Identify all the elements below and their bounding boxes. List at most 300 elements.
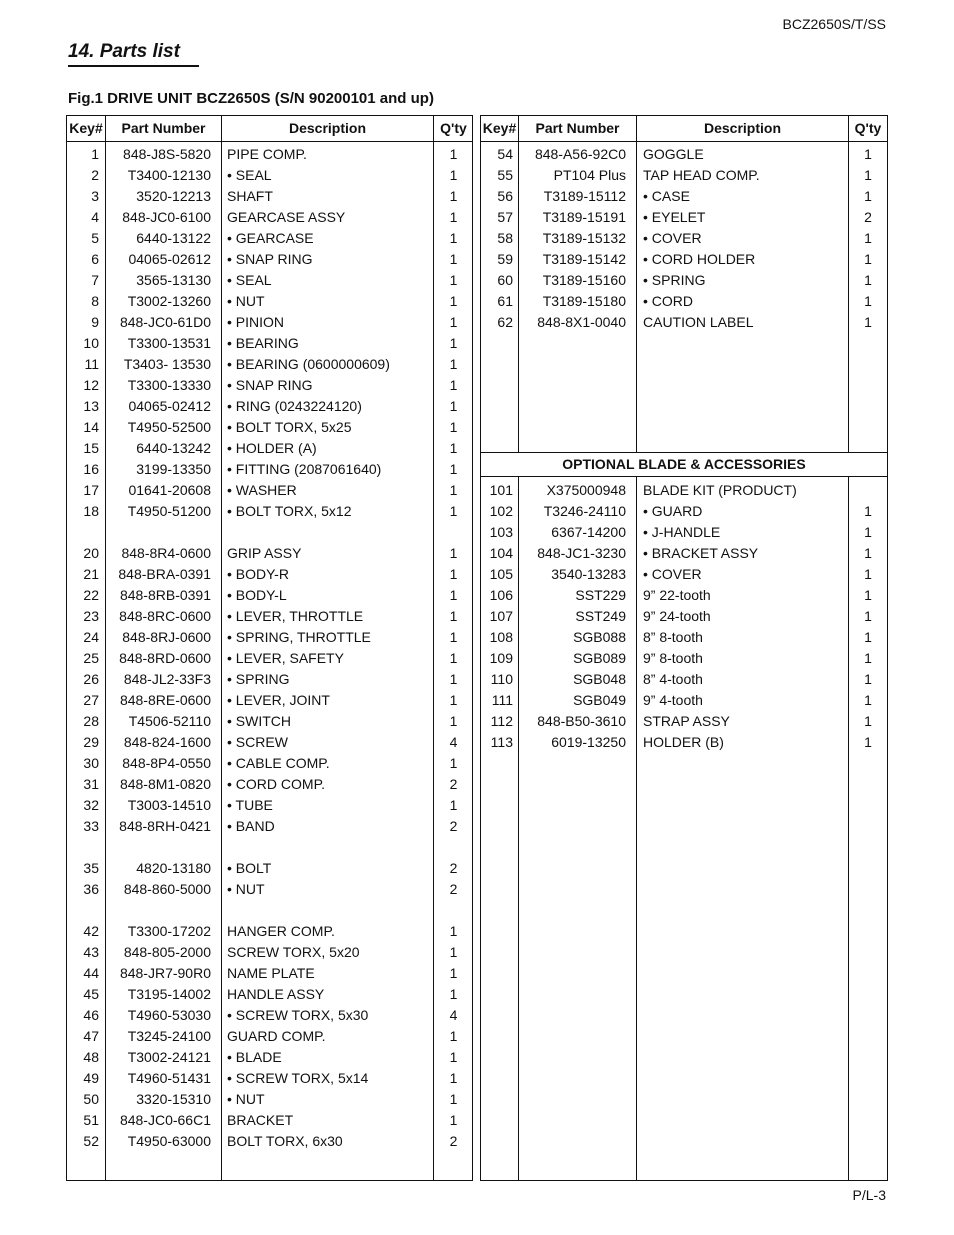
part-number-cell: 848-J8S-5820 <box>123 146 211 162</box>
qty-cell: 1 <box>449 1049 458 1065</box>
key-cell: 5 <box>91 230 99 246</box>
table-row <box>67 606 472 627</box>
key-cell: 105 <box>489 566 513 582</box>
key-cell: 13 <box>83 398 99 414</box>
qty-cell: 1 <box>449 293 458 309</box>
table-row <box>67 459 472 480</box>
qty-cell: 1 <box>864 230 872 246</box>
table-row <box>481 228 887 249</box>
table-row <box>67 669 472 690</box>
part-number-cell: 6440-13122 <box>136 230 211 246</box>
table-row <box>481 564 887 585</box>
description-cell: • SCREW TORX, 5x14 <box>227 1070 369 1086</box>
qty-cell: 1 <box>449 335 458 351</box>
table-row <box>67 900 472 921</box>
key-cell: 21 <box>83 566 99 582</box>
table-row <box>67 1068 472 1089</box>
table-row <box>67 480 472 501</box>
table-row <box>481 627 887 648</box>
part-number-cell: 848-B50-3610 <box>537 713 626 729</box>
key-cell: 15 <box>83 440 99 456</box>
description-cell: • BOLT TORX, 5x12 <box>227 503 352 519</box>
qty-cell: 1 <box>449 545 458 561</box>
key-cell: 46 <box>83 1007 99 1023</box>
table-row <box>67 186 472 207</box>
qty-cell: 1 <box>449 419 458 435</box>
description-cell: • CORD COMP. <box>227 776 325 792</box>
part-number-cell: 6440-13242 <box>136 440 211 456</box>
description-cell: BRACKET <box>227 1112 294 1128</box>
part-number-cell: 848-8RB-0391 <box>119 587 211 603</box>
description-cell: SHAFT <box>227 188 273 204</box>
description-cell: • CORD HOLDER <box>643 251 756 267</box>
key-cell: 27 <box>83 692 99 708</box>
part-number-cell: T3300-17202 <box>127 923 211 939</box>
description-cell: • CASE <box>643 188 690 204</box>
key-cell: 104 <box>489 545 513 561</box>
table-row <box>481 606 887 627</box>
header-key: Key# <box>482 120 517 136</box>
key-cell: 26 <box>83 671 99 687</box>
table-row <box>67 144 472 165</box>
part-number-cell: T3002-24121 <box>127 1049 211 1065</box>
part-number-cell: T3003-14510 <box>127 797 211 813</box>
part-number-cell: T4950-51200 <box>127 503 211 519</box>
description-cell: GUARD COMP. <box>227 1028 326 1044</box>
table-row <box>481 144 887 165</box>
description-cell: BOLT TORX, 6x30 <box>227 1133 343 1149</box>
description-cell: 9” 8-tooth <box>643 650 703 666</box>
table-row <box>481 480 887 501</box>
qty-cell: 1 <box>449 713 458 729</box>
qty-cell: 2 <box>449 860 458 876</box>
key-cell: 25 <box>83 650 99 666</box>
part-number-cell: 3199-13350 <box>136 461 211 477</box>
key-cell: 33 <box>83 818 99 834</box>
table-row <box>67 795 472 816</box>
key-cell: 43 <box>83 944 99 960</box>
part-number-cell: T4960-53030 <box>127 1007 211 1023</box>
qty-cell: 2 <box>449 776 458 792</box>
table-row <box>67 312 472 333</box>
part-number-cell: 848-8RH-0421 <box>119 818 211 834</box>
description-cell: • EYELET <box>643 209 706 225</box>
key-cell: 102 <box>489 503 513 519</box>
key-cell: 110 <box>490 671 513 687</box>
table-row <box>67 522 472 543</box>
qty-cell: 1 <box>864 503 872 519</box>
part-number-cell: 848-JC0-6100 <box>122 209 211 225</box>
table-row <box>481 648 887 669</box>
table-row <box>67 270 472 291</box>
description-cell: • BAND <box>227 818 275 834</box>
table-row <box>67 879 472 900</box>
optional-section-title: OPTIONAL BLADE & ACCESSORIES <box>481 452 887 477</box>
key-cell: 12 <box>83 377 99 393</box>
part-number-cell: SST229 <box>575 587 626 603</box>
header-part-number: Part Number <box>121 120 206 136</box>
qty-cell: 1 <box>449 440 458 456</box>
table-row <box>67 816 472 837</box>
table-row <box>67 417 472 438</box>
description-cell: • LEVER, SAFETY <box>227 650 344 666</box>
description-cell: • GUARD <box>643 503 703 519</box>
header-key: Key# <box>69 120 103 136</box>
part-number-cell: 04065-02412 <box>128 398 211 414</box>
table-row <box>67 1131 472 1152</box>
part-number-cell: T4950-63000 <box>127 1133 211 1149</box>
key-cell: 8 <box>91 293 99 309</box>
part-number-cell: 848-8P4-0550 <box>122 755 211 771</box>
part-number-cell: 848-JR7-90R0 <box>119 965 211 981</box>
key-cell: 112 <box>490 713 513 729</box>
header-part-number: Part Number <box>535 120 620 136</box>
figure-title: Fig.1 DRIVE UNIT BCZ2650S (S/N 90200101 and up) <box>68 90 434 107</box>
key-cell: 29 <box>83 734 99 750</box>
model-number: BCZ2650S/T/SS <box>782 16 886 32</box>
qty-cell: 1 <box>449 650 458 666</box>
key-cell: 14 <box>83 419 99 435</box>
table-row <box>67 1047 472 1068</box>
table-row <box>67 627 472 648</box>
part-number-cell: 848-8R4-0600 <box>121 545 211 561</box>
qty-cell: 1 <box>449 356 458 372</box>
qty-cell: 1 <box>449 797 458 813</box>
key-cell: 10 <box>83 335 99 351</box>
key-cell: 30 <box>83 755 99 771</box>
description-cell: SCREW TORX, 5x20 <box>227 944 360 960</box>
key-cell: 2 <box>91 167 99 183</box>
key-cell: 32 <box>83 797 99 813</box>
table-row <box>481 291 887 312</box>
part-number-cell: T3195-14002 <box>127 986 211 1002</box>
part-number-cell: T4506-52110 <box>128 713 211 729</box>
key-cell: 31 <box>83 776 99 792</box>
description-cell: GOGGLE <box>643 146 704 162</box>
key-cell: 111 <box>491 692 513 708</box>
key-cell: 1 <box>91 146 99 162</box>
qty-cell: 1 <box>864 272 872 288</box>
table-row <box>67 858 472 879</box>
description-cell: • CORD <box>643 293 694 309</box>
description-cell: STRAP ASSY <box>643 713 730 729</box>
description-cell: GEARCASE ASSY <box>227 209 346 225</box>
part-number-cell: PT104 Plus <box>553 167 626 183</box>
table-row <box>67 333 472 354</box>
description-cell: PIPE COMP. <box>227 146 307 162</box>
description-cell: • LEVER, JOINT <box>227 692 330 708</box>
qty-cell: 1 <box>449 671 458 687</box>
part-number-cell: 3320-15310 <box>136 1091 211 1107</box>
table-row <box>67 648 472 669</box>
key-cell: 50 <box>83 1091 99 1107</box>
qty-cell: 1 <box>449 1112 458 1128</box>
qty-cell: 1 <box>449 1070 458 1086</box>
description-cell: • COVER <box>643 566 702 582</box>
description-cell: 9” 24-tooth <box>643 608 711 624</box>
part-number-cell: SST249 <box>575 608 626 624</box>
key-cell: 9 <box>91 314 99 330</box>
qty-cell: 1 <box>449 188 458 204</box>
page-number: P/L-3 <box>852 1187 886 1203</box>
qty-cell: 1 <box>864 167 872 183</box>
table-row <box>481 669 887 690</box>
part-number-cell: T3189-15112 <box>543 188 626 204</box>
part-number-cell: 848-824-1600 <box>123 734 211 750</box>
key-cell: 103 <box>489 524 513 540</box>
qty-cell: 1 <box>864 146 872 162</box>
qty-cell: 1 <box>449 167 458 183</box>
qty-cell: 1 <box>449 482 458 498</box>
table-row <box>67 564 472 585</box>
description-cell: • SNAP RING <box>227 251 313 267</box>
qty-cell: 2 <box>449 818 458 834</box>
table-row <box>481 312 887 333</box>
key-cell: 101 <box>489 482 513 498</box>
description-cell: • SCREW <box>227 734 288 750</box>
parts-table-right <box>480 115 888 1181</box>
key-cell: 54 <box>497 146 513 162</box>
table-row <box>67 291 472 312</box>
qty-cell: 4 <box>449 1007 458 1023</box>
key-cell: 59 <box>497 251 513 267</box>
description-cell: • SCREW TORX, 5x30 <box>227 1007 369 1023</box>
description-cell: 9” 4-tooth <box>643 692 703 708</box>
section-title: 14. Parts list <box>68 41 199 67</box>
description-cell: • PINION <box>227 314 285 330</box>
qty-cell: 1 <box>449 398 458 414</box>
key-cell: 52 <box>83 1133 99 1149</box>
key-cell: 17 <box>83 482 99 498</box>
qty-cell: 1 <box>449 986 458 1002</box>
description-cell: • LEVER, THROTTLE <box>227 608 364 624</box>
table-row <box>481 690 887 711</box>
qty-cell: 1 <box>449 923 458 939</box>
part-number-cell: 848-805-2000 <box>123 944 211 960</box>
table-header <box>67 116 472 142</box>
part-number-cell: SGB049 <box>573 692 626 708</box>
description-cell: • BEARING <box>227 335 299 351</box>
part-number-cell: T3245-24100 <box>127 1028 211 1044</box>
table-row <box>67 963 472 984</box>
description-cell: • BODY-L <box>227 587 287 603</box>
description-cell: 8” 8-tooth <box>643 629 703 645</box>
table-row <box>67 165 472 186</box>
qty-cell: 1 <box>864 566 872 582</box>
part-number-cell: T3189-15132 <box>542 230 626 246</box>
description-cell: GRIP ASSY <box>227 545 302 561</box>
table-row <box>481 249 887 270</box>
table-row <box>481 186 887 207</box>
description-cell: • BRACKET ASSY <box>643 545 759 561</box>
key-cell: 16 <box>83 461 99 477</box>
key-cell: 18 <box>83 503 99 519</box>
key-cell: 55 <box>497 167 513 183</box>
key-cell: 48 <box>83 1049 99 1065</box>
description-cell: • BEARING (0600000609) <box>227 356 390 372</box>
qty-cell: 1 <box>864 713 872 729</box>
key-cell: 49 <box>83 1070 99 1086</box>
description-cell: CAUTION LABEL <box>643 314 754 330</box>
part-number-cell: 3520-12213 <box>136 188 211 204</box>
qty-cell: 1 <box>449 503 458 519</box>
table-header <box>481 116 887 142</box>
qty-cell: 1 <box>449 272 458 288</box>
table-row <box>481 207 887 228</box>
description-cell: • RING (0243224120) <box>227 398 362 414</box>
table-row <box>67 690 472 711</box>
part-number-cell: 848-A56-92C0 <box>534 146 626 162</box>
qty-cell: 2 <box>449 1133 458 1149</box>
part-number-cell: 4820-13180 <box>136 860 211 876</box>
part-number-cell: 848-8RE-0600 <box>119 692 211 708</box>
table-row <box>67 354 472 375</box>
qty-cell: 1 <box>864 545 872 561</box>
part-number-cell: T4960-51431 <box>127 1070 211 1086</box>
header-qty: Q'ty <box>440 120 467 136</box>
part-number-cell: T3002-13260 <box>127 293 211 309</box>
key-cell: 47 <box>83 1028 99 1044</box>
description-cell: • FITTING (2087061640) <box>227 461 382 477</box>
table-row <box>67 249 472 270</box>
qty-cell: 2 <box>864 209 872 225</box>
key-cell: 44 <box>83 965 99 981</box>
part-number-cell: SGB089 <box>573 650 626 666</box>
key-cell: 109 <box>489 650 513 666</box>
part-number-cell: SGB048 <box>573 671 626 687</box>
qty-cell: 1 <box>449 209 458 225</box>
part-number-cell: 01641-20608 <box>128 482 211 498</box>
description-cell: 9” 22-tooth <box>643 587 711 603</box>
table-row <box>481 711 887 732</box>
part-number-cell: SGB088 <box>573 629 626 645</box>
table-row <box>481 732 887 753</box>
description-cell: • BOLT TORX, 5x25 <box>227 419 352 435</box>
description-cell: • TUBE <box>227 797 273 813</box>
description-cell: • BOLT <box>227 860 272 876</box>
part-number-cell: T3300-13531 <box>127 335 211 351</box>
key-cell: 20 <box>83 545 99 561</box>
part-number-cell: 848-BRA-0391 <box>118 566 211 582</box>
qty-cell: 1 <box>449 965 458 981</box>
key-cell: 28 <box>83 713 99 729</box>
description-cell: HANDLE ASSY <box>227 986 325 1002</box>
qty-cell: 1 <box>449 629 458 645</box>
table-row <box>481 585 887 606</box>
part-number-cell: 848-JC1-3230 <box>537 545 626 561</box>
header-qty: Q'ty <box>854 120 882 136</box>
key-cell: 113 <box>490 734 513 750</box>
key-cell: 62 <box>497 314 513 330</box>
qty-cell: 1 <box>864 608 872 624</box>
qty-cell: 1 <box>449 755 458 771</box>
qty-cell: 1 <box>449 377 458 393</box>
qty-cell: 1 <box>449 566 458 582</box>
key-cell: 58 <box>497 230 513 246</box>
description-cell: • GEARCASE <box>227 230 314 246</box>
key-cell: 45 <box>83 986 99 1002</box>
key-cell: 22 <box>83 587 99 603</box>
qty-cell: 1 <box>449 314 458 330</box>
part-number-cell: 848-8RC-0600 <box>119 608 211 624</box>
key-cell: 56 <box>497 188 513 204</box>
description-cell: • J-HANDLE <box>643 524 721 540</box>
part-number-cell: T3189-15160 <box>542 272 626 288</box>
description-cell: • WASHER <box>227 482 297 498</box>
description-cell: HANGER COMP. <box>227 923 335 939</box>
table-row <box>67 207 472 228</box>
table-row <box>67 501 472 522</box>
part-number-cell: X375000948 <box>546 482 626 498</box>
key-cell: 6 <box>91 251 99 267</box>
table-row <box>481 543 887 564</box>
qty-cell: 1 <box>864 188 872 204</box>
key-cell: 61 <box>497 293 513 309</box>
key-cell: 36 <box>83 881 99 897</box>
key-cell: 108 <box>489 629 513 645</box>
qty-cell: 1 <box>864 524 872 540</box>
description-cell: • SPRING, THROTTLE <box>227 629 371 645</box>
table-row <box>67 543 472 564</box>
table-row <box>481 522 887 543</box>
description-cell: 8” 4-tooth <box>643 671 703 687</box>
qty-cell: 1 <box>864 587 872 603</box>
optional-parts-rows <box>481 480 887 753</box>
description-cell: • NUT <box>227 1091 265 1107</box>
description-cell: • SPRING <box>643 272 706 288</box>
qty-cell: 1 <box>449 461 458 477</box>
table-row <box>67 438 472 459</box>
part-number-cell: T3300-13330 <box>127 377 211 393</box>
part-number-cell: T3403- 13530 <box>123 356 211 372</box>
part-number-cell: 848-8RJ-0600 <box>122 629 211 645</box>
part-number-cell: 848-8RD-0600 <box>119 650 211 666</box>
parts-table-left <box>66 115 473 1181</box>
description-cell: TAP HEAD COMP. <box>643 167 760 183</box>
description-cell: HOLDER (B) <box>643 734 724 750</box>
qty-cell: 1 <box>449 1091 458 1107</box>
key-cell: 3 <box>91 188 99 204</box>
part-number-cell: 848-8M1-0820 <box>119 776 211 792</box>
part-number-cell: T4950-52500 <box>127 419 211 435</box>
description-cell: • CABLE COMP. <box>227 755 330 771</box>
qty-cell: 1 <box>864 293 872 309</box>
key-cell: 23 <box>83 608 99 624</box>
table-row <box>67 375 472 396</box>
qty-cell: 1 <box>864 314 872 330</box>
key-cell: 7 <box>91 272 99 288</box>
key-cell: 42 <box>83 923 99 939</box>
description-cell: • SPRING <box>227 671 290 687</box>
description-cell: • SWITCH <box>227 713 292 729</box>
table-row <box>67 942 472 963</box>
qty-cell: 1 <box>449 587 458 603</box>
qty-cell: 1 <box>864 650 872 666</box>
description-cell: • COVER <box>643 230 702 246</box>
key-cell: 106 <box>489 587 513 603</box>
qty-cell: 1 <box>449 230 458 246</box>
qty-cell: 1 <box>864 734 872 750</box>
description-cell: • NUT <box>227 293 265 309</box>
part-number-cell: 3540-13283 <box>551 566 626 582</box>
table-row <box>67 753 472 774</box>
qty-cell: 1 <box>449 944 458 960</box>
table-row <box>67 1089 472 1110</box>
table-row <box>67 921 472 942</box>
part-number-cell: 848-8X1-0040 <box>537 314 626 330</box>
table-row <box>481 501 887 522</box>
table-row <box>67 228 472 249</box>
